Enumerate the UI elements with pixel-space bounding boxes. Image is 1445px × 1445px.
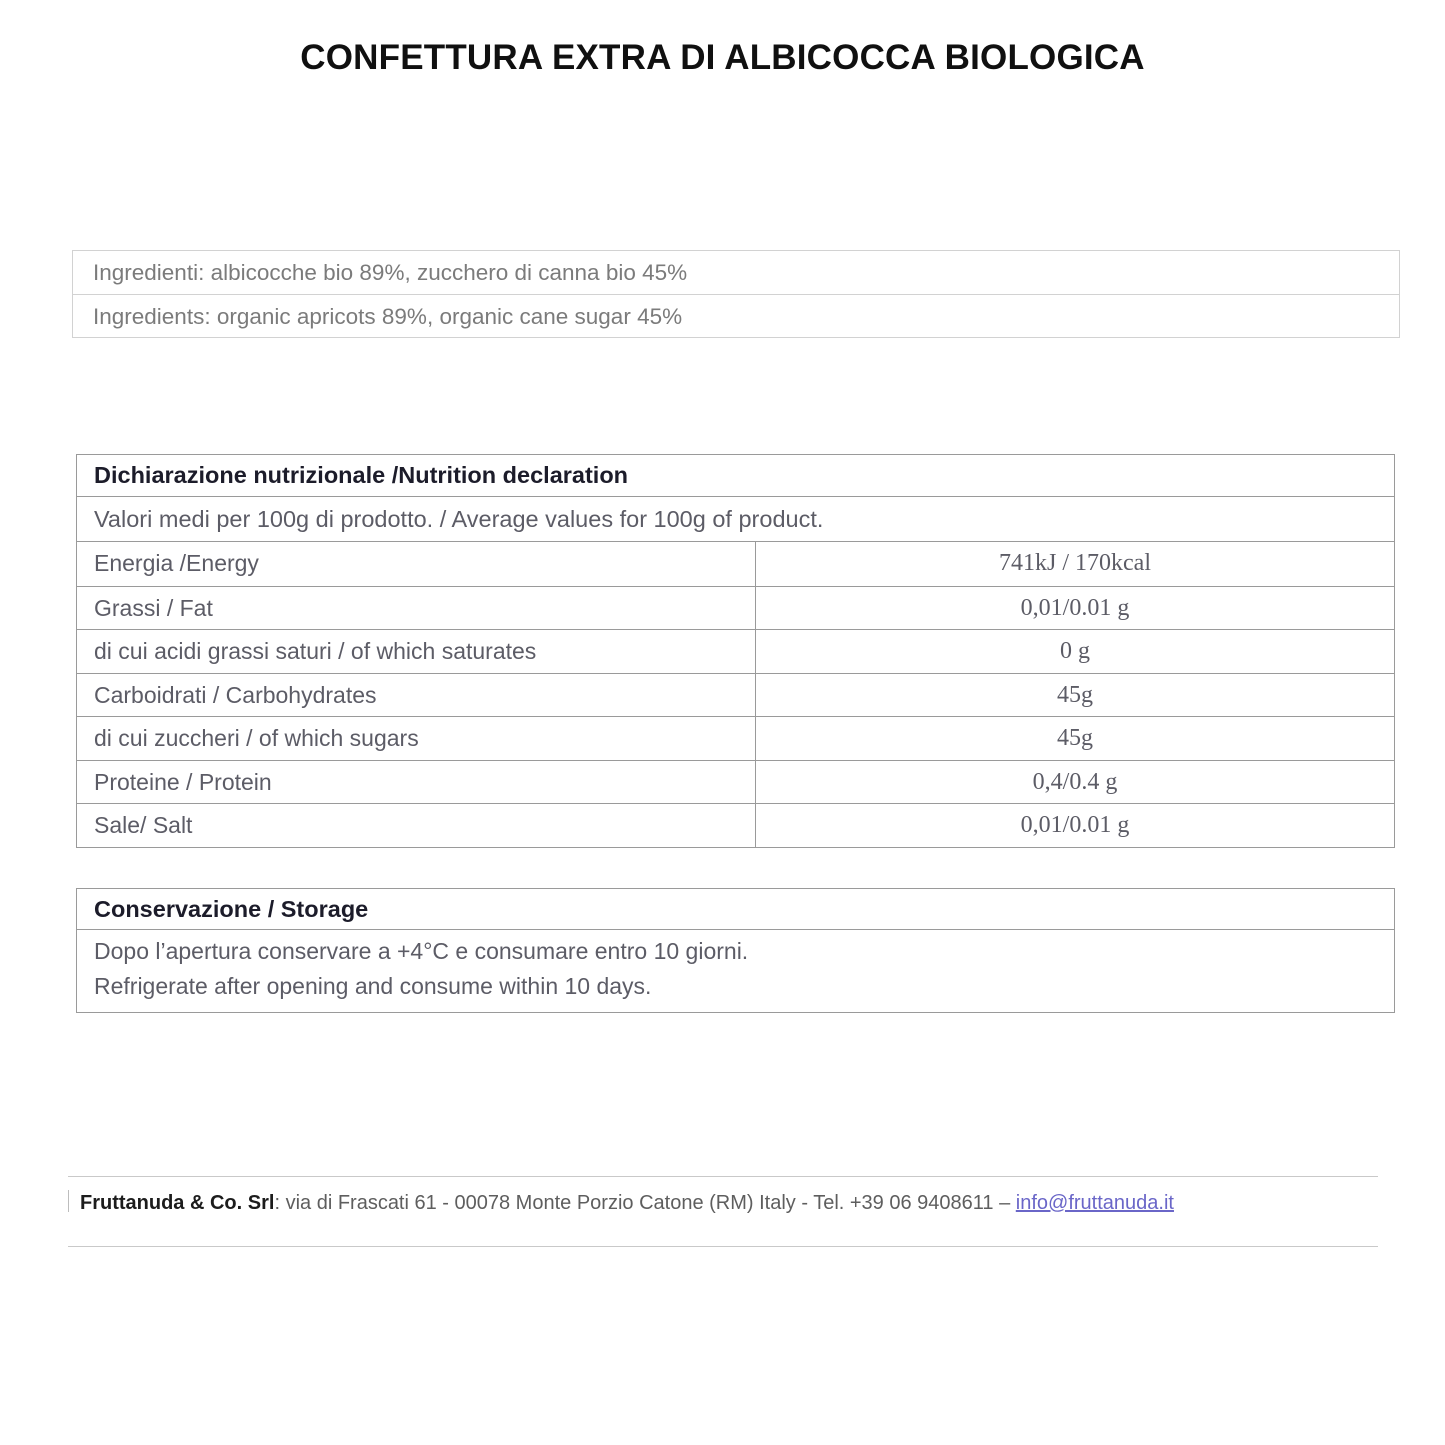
nutrient-label: Grassi / Fat <box>77 587 756 630</box>
storage-heading: Conservazione / Storage <box>94 896 369 922</box>
nutrient-value: 45g <box>1057 681 1093 708</box>
nutrient-label: Carboidrati / Carbohydrates <box>77 674 756 717</box>
table-row <box>77 760 1394 804</box>
footer <box>80 1188 1380 1218</box>
storage-text-english: Refrigerate after opening and consume within 10 days. <box>94 973 652 999</box>
footer-divider-bottom <box>68 1246 1378 1247</box>
table-row <box>77 629 1394 673</box>
nutrient-value: 741kJ / 170kcal <box>999 550 1151 576</box>
footer-divider-top <box>68 1176 1378 1177</box>
storage-text-italian: Dopo l’apertura conservare a +4°C e consumare entro 10 giorni. <box>94 938 749 964</box>
ingredients-english: Ingredients: organic apricots 89%, organic cane sugar 45% <box>73 294 1399 337</box>
nutrient-label: Energia /Energy <box>77 542 756 586</box>
nutrient-value: 0 g <box>1060 638 1090 664</box>
nutrient-value: 0,4/0.4 g <box>1032 768 1118 795</box>
table-row <box>77 542 1394 586</box>
nutrition-table-subheading: Valori medi per 100g di prodotto. / Average values for 100g of product. <box>77 496 1394 541</box>
nutrient-label: Proteine / Protein <box>77 761 756 804</box>
nutrient-value: 45g <box>1057 725 1093 751</box>
ingredients-box <box>72 250 1400 338</box>
table-row <box>77 586 1394 630</box>
footer-company-name: Fruttanuda & Co. Srl <box>80 1192 275 1214</box>
nutrient-label: di cui acidi grassi saturi / of which saturates <box>77 630 756 673</box>
page-title: CONFETTURA EXTRA DI ALBICOCCA BIOLOGICA <box>300 38 1145 77</box>
nutrition-declaration-table <box>76 454 1395 848</box>
nutrition-table-heading: Dichiarazione nutrizionale /Nutrition declaration <box>94 462 629 488</box>
nutrient-label: Sale/ Salt <box>77 804 756 847</box>
storage-body <box>77 929 1394 1012</box>
storage-box <box>76 888 1395 1013</box>
table-row <box>77 803 1394 847</box>
nutrient-value: 0,01/0.01 g <box>1020 594 1130 621</box>
nutrient-value: 0,01/0.01 g <box>1020 812 1130 838</box>
footer-address: : via di Frascati 61 - 00078 Monte Porzio Catone (RM) Italy - Tel. +39 06 9408611 – <box>274 1192 1016 1214</box>
nutrition-table-body <box>77 541 1394 847</box>
ingredients-italian: Ingredienti: albicocche bio 89%, zucchero di canna bio 45% <box>93 260 688 285</box>
footer-margin-tick <box>68 1190 69 1212</box>
table-row <box>77 716 1394 760</box>
nutrient-label: di cui zuccheri / of which sugars <box>77 717 756 760</box>
footer-email-link[interactable]: info@fruttanuda.it <box>1015 1192 1174 1214</box>
table-row <box>77 673 1394 717</box>
